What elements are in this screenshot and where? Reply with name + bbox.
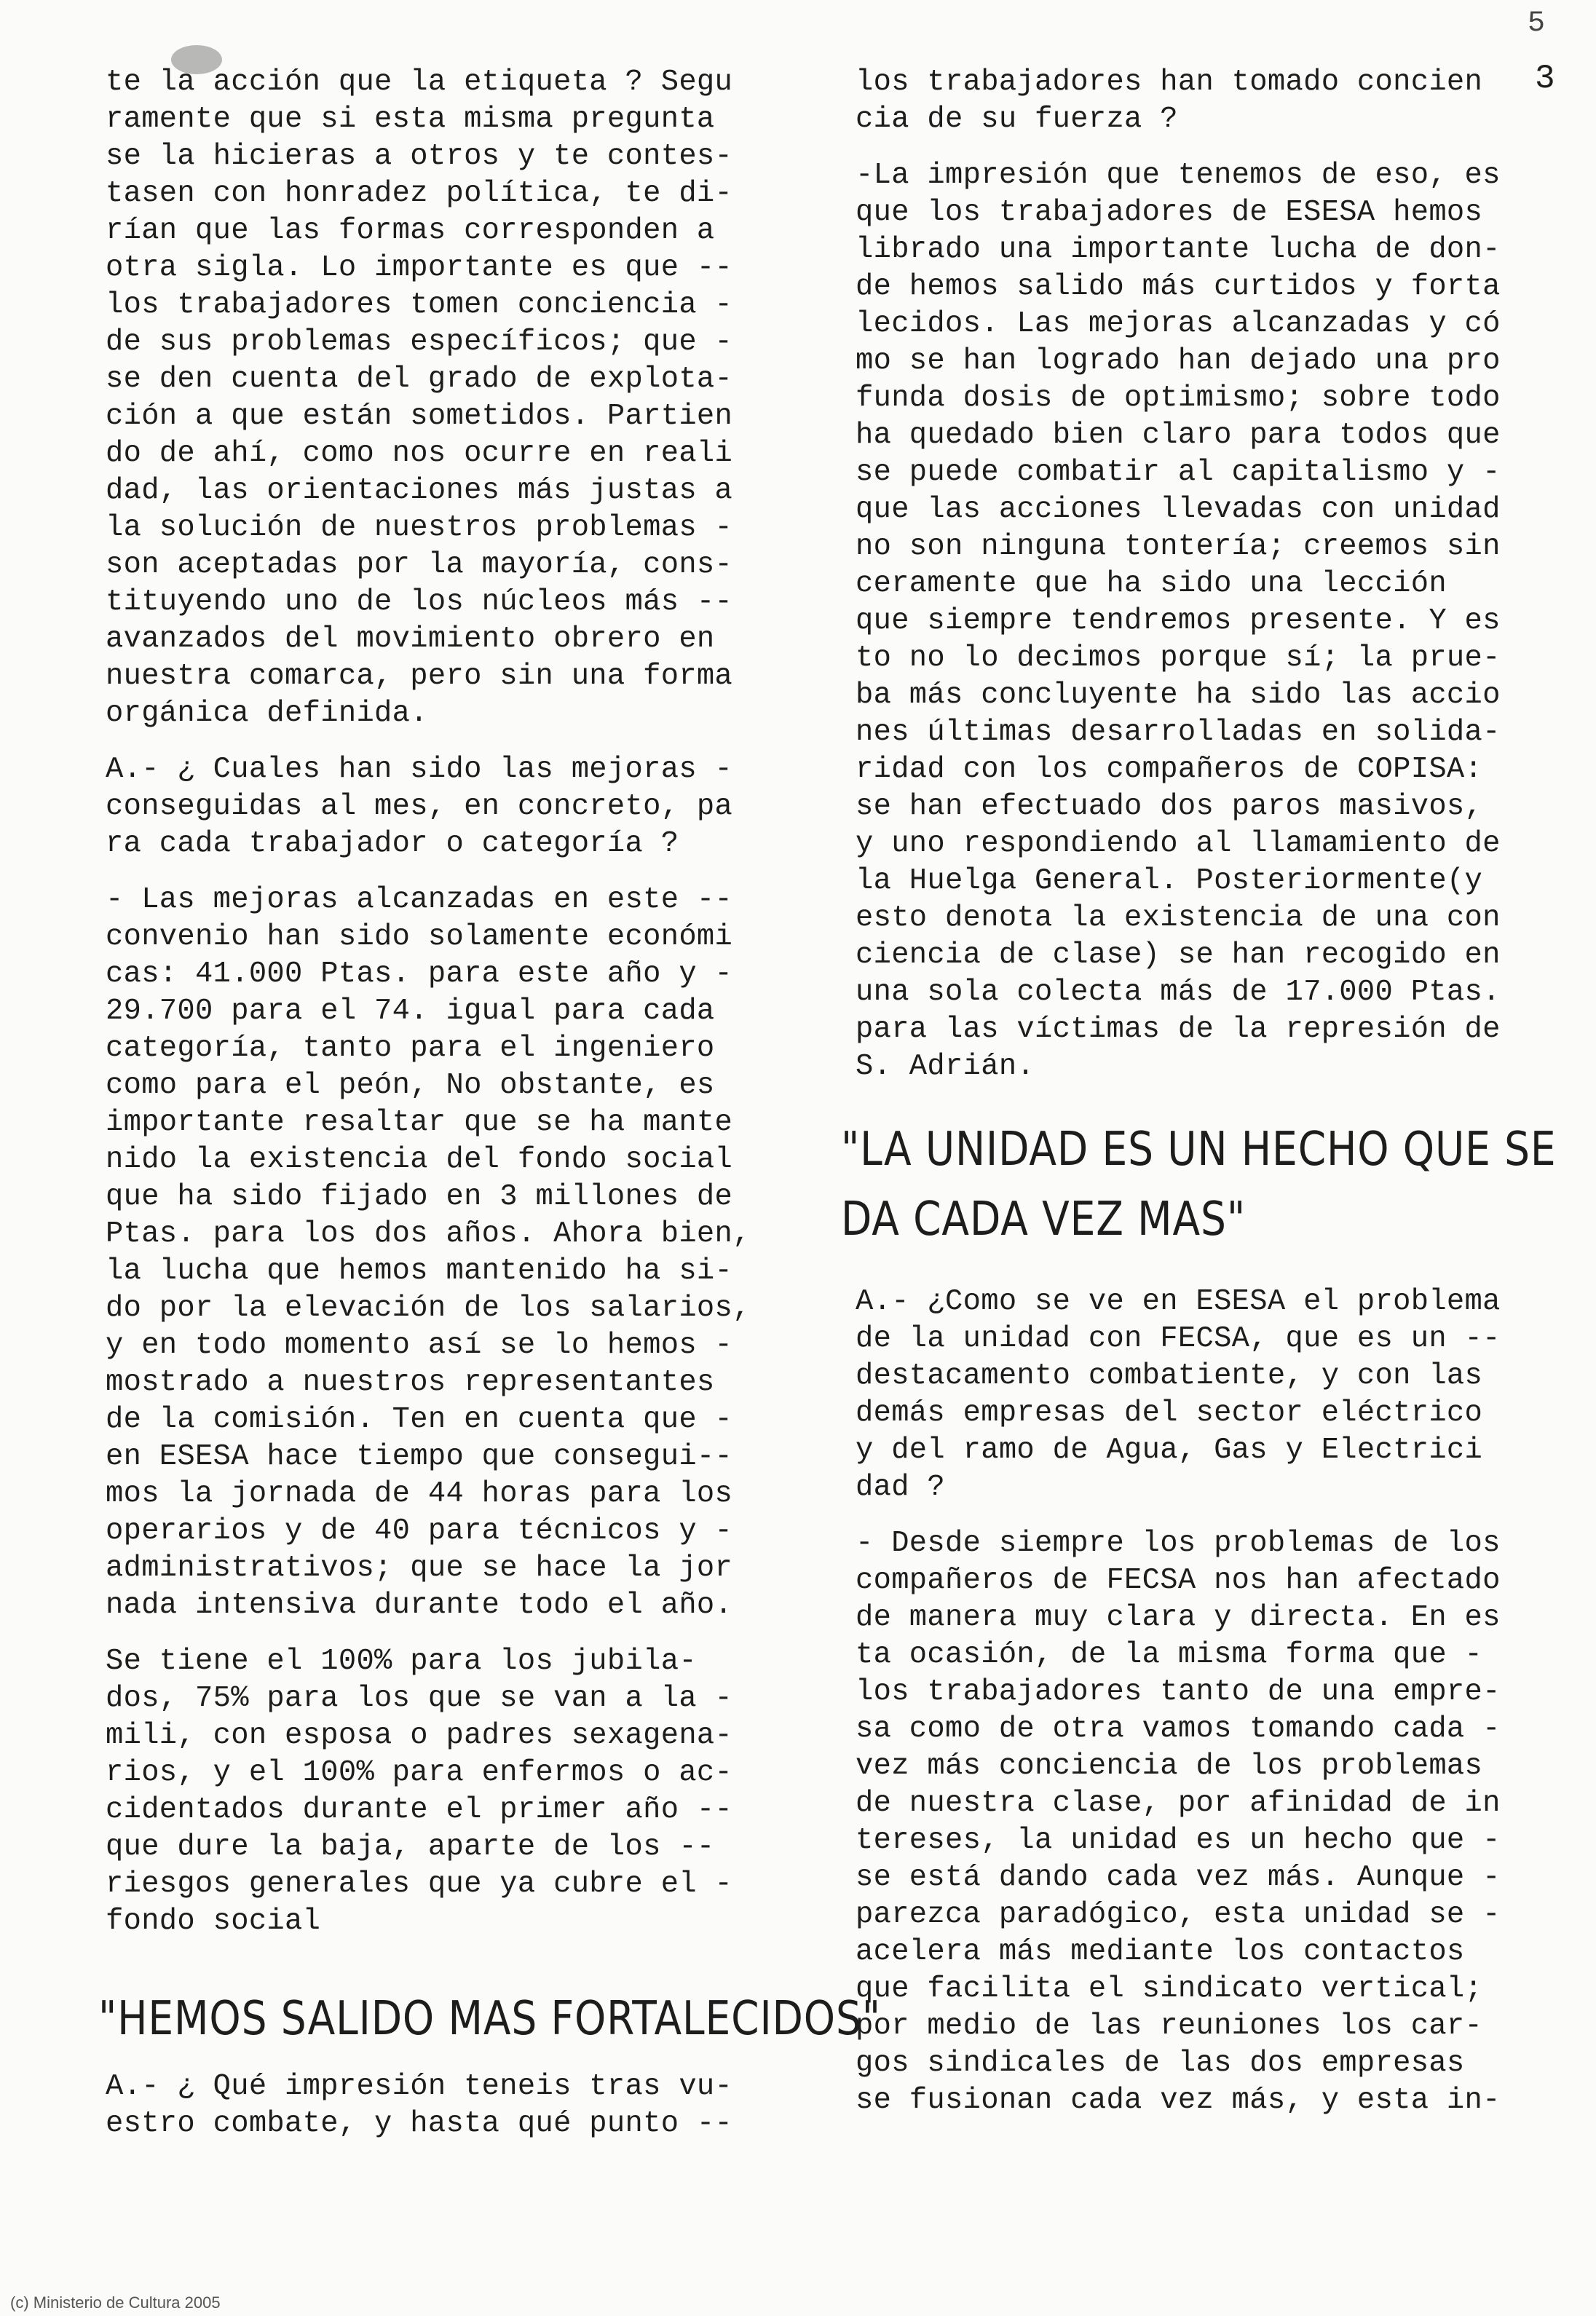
section-heading-unidad-line-2: DA CADA VEZ MAS"	[841, 1193, 1246, 1246]
text-line: se puede combatir al capitalismo y -	[856, 456, 1501, 489]
text-line: y en todo momento así se lo hemos -	[106, 1329, 733, 1362]
text-line: ra cada trabajador o categoría ?	[106, 827, 679, 861]
text-line: de nuestra clase, por afinidad de in	[856, 1787, 1501, 1820]
text-line: avanzados del movimiento obrero en	[106, 623, 715, 656]
text-line: esto denota la existencia de una con	[856, 901, 1501, 935]
text-line: para las víctimas de la represión de	[856, 1013, 1501, 1046]
text-line: que los trabajadores de ESESA hemos	[856, 196, 1483, 229]
text-line: vez más conciencia de los problemas	[856, 1750, 1483, 1783]
text-line: rían que las formas corresponden a	[106, 214, 715, 248]
text-line: gos sindicales de las dos empresas	[856, 2047, 1465, 2080]
text-line: tituyendo uno de los núcleos más --	[106, 585, 733, 619]
text-line: ta ocasión, de la misma forma que -	[856, 1638, 1483, 1672]
text-line: los trabajadores han tomado concien	[856, 66, 1483, 99]
text-line: - Las mejoras alcanzadas en este --	[106, 883, 733, 917]
text-line: de la unidad con FECSA, que es un --	[856, 1322, 1501, 1356]
text-line: do por la elevación de los salarios,	[106, 1292, 751, 1325]
text-line: que las acciones llevadas con unidad	[856, 493, 1501, 526]
text-line: parezca paradógico, esta unidad se -	[856, 1898, 1501, 1932]
text-line: nido la existencia del fondo social	[106, 1143, 733, 1177]
text-line: rios, y el 100% para enfermos o ac-	[106, 1756, 733, 1790]
text-line: importante resaltar que se ha mante	[106, 1106, 733, 1139]
right-answer-2	[856, 1525, 1587, 2119]
text-line: nes últimas desarrolladas en solida-	[856, 716, 1501, 749]
text-line: nada intensiva durante todo el año.	[106, 1589, 733, 1622]
text-line: la Huelga General. Posteriormente(y	[856, 864, 1483, 898]
text-line: son aceptadas por la mayoría, cons-	[106, 548, 733, 582]
text-line: de sus problemas específicos; que -	[106, 325, 733, 359]
text-line: compañeros de FECSA nos han afectado	[856, 1564, 1501, 1597]
text-line: convenio han sido solamente económi	[106, 920, 733, 954]
text-line: mili, con esposa o padres sexagena-	[106, 1719, 733, 1752]
text-line: lecidos. Las mejoras alcanzadas y có	[856, 307, 1501, 341]
text-line: Se tiene el 100% para los jubila-	[106, 1645, 697, 1678]
text-line: que ha sido fijado en 3 millones de	[106, 1180, 733, 1214]
text-line: en ESESA hace tiempo que consegui--	[106, 1440, 733, 1474]
text-line: demás empresas del sector eléctrico	[856, 1396, 1483, 1430]
text-line: se fusionan cada vez más, y esta in-	[856, 2084, 1501, 2117]
text-line: ción a que están sometidos. Partien	[106, 400, 733, 433]
left-answer-1	[106, 882, 823, 1624]
section-heading-fortalecidos: "HEMOS SALIDO MAS FORTALECIDOS"	[98, 1992, 881, 2046]
text-line: dad ?	[856, 1471, 946, 1504]
right-column	[841, 64, 1587, 2119]
text-line: y uno respondiendo al llamamiento de	[856, 827, 1501, 861]
text-line: de manera muy clara y directa. En es	[856, 1601, 1501, 1635]
text-line: no son ninguna tontería; creemos sin	[856, 530, 1501, 564]
text-line: estro combate, y hasta qué punto --	[106, 2107, 733, 2141]
text-line: A.- ¿ Cuales han sido las mejoras -	[106, 753, 733, 786]
text-line: ba más concluyente ha sido las accio	[856, 679, 1501, 712]
text-line: mo se han logrado han dejado una pro	[856, 344, 1501, 378]
text-line: conseguidas al mes, en concreto, pa	[106, 790, 733, 823]
text-line: operarios y de 40 para técnicos y -	[106, 1514, 733, 1548]
text-line: una sola colecta más de 17.000 Ptas.	[856, 976, 1501, 1009]
text-line: que facilita el sindicato vertical;	[856, 1972, 1483, 2006]
text-line: los trabajadores tanto de una empre-	[856, 1675, 1501, 1709]
text-line: S. Adrián.	[856, 1050, 1035, 1083]
text-line: orgánica definida.	[106, 697, 428, 730]
text-line: los trabajadores tomen conciencia -	[106, 288, 733, 322]
text-line: administrativos; que se hace la jor	[106, 1552, 733, 1585]
text-line: cidentados durante el primer año --	[106, 1793, 733, 1827]
text-line: nuestra comarca, pero sin una forma	[106, 660, 733, 693]
text-line: ridad con los compañeros de COPISA:	[856, 753, 1483, 786]
left-question-2	[106, 2068, 823, 2143]
text-line: A.- ¿ Qué impresión teneis tras vu-	[106, 2070, 733, 2103]
text-line: Ptas. para los dos años. Ahora bien,	[106, 1217, 751, 1251]
text-line: se la hicieras a otros y te contes-	[106, 140, 733, 173]
left-answer-2	[106, 1643, 823, 1940]
text-line: ciencia de clase) se han recogido en	[856, 938, 1501, 972]
text-line: acelera más mediante los contactos	[856, 1935, 1465, 1969]
text-line: funda dosis de optimismo; sobre todo	[856, 382, 1501, 415]
text-line: otra sigla. Lo importante es que --	[106, 251, 733, 285]
text-line: tasen con honradez política, te di-	[106, 177, 733, 210]
left-paragraph-1	[106, 64, 823, 732]
text-line: destacamento combatiente, y con las	[856, 1359, 1483, 1393]
text-line: mos la jornada de 44 horas para los	[106, 1477, 733, 1511]
text-line: do de ahí, como nos ocurre en reali	[106, 437, 733, 470]
text-line: por medio de las reuniones los car-	[856, 2009, 1483, 2043]
text-line: tereses, la unidad es un hecho que -	[856, 1824, 1501, 1857]
text-line: se den cuenta del grado de explota-	[106, 363, 733, 396]
text-line: A.- ¿Como se ve en ESESA el problema	[856, 1285, 1501, 1319]
text-line: de la comisión. Ten en cuenta que -	[106, 1403, 733, 1436]
text-line: dos, 75% para los que se van a la -	[106, 1682, 733, 1715]
text-line: ceramente que ha sido una lección	[856, 567, 1447, 601]
text-line: cia de su fuerza ?	[856, 103, 1178, 136]
text-line: y del ramo de Agua, Gas y Electrici	[856, 1434, 1483, 1467]
left-column	[98, 64, 881, 2143]
text-line: la solución de nuestros problemas -	[106, 511, 733, 545]
corner-page-mark: 5	[1528, 7, 1546, 40]
text-line: se han efectuado dos paros masivos,	[856, 790, 1483, 823]
text-line: fondo social	[106, 1905, 321, 1938]
text-line: mostrado a nuestros representantes	[106, 1366, 715, 1399]
text-line: ha quedado bien claro para todos que	[856, 419, 1501, 452]
text-line: que siempre tendremos presente. Y es	[856, 604, 1501, 638]
text-line: la lucha que hemos mantenido ha si-	[106, 1254, 733, 1288]
text-line: to no lo decimos porque sí; la prue-	[856, 641, 1501, 675]
text-line: que dure la baja, aparte de los --	[106, 1830, 715, 1864]
text-line: te la acción que la etiqueta ? Segu	[106, 66, 733, 99]
text-line: sa como de otra vamos tomando cada -	[856, 1712, 1501, 1746]
right-question-1	[856, 1284, 1587, 1506]
page-number: 3	[1535, 60, 1555, 98]
text-line: - Desde siempre los problemas de los	[856, 1527, 1501, 1560]
text-line: cas: 41.000 Ptas. para este año y -	[106, 957, 733, 991]
text-line: como para el peón, No obstante, es	[106, 1069, 715, 1102]
section-heading-unidad-line-1: "LA UNIDAD ES UN HECHO QUE SE	[841, 1123, 1557, 1177]
right-answer-1	[856, 157, 1587, 1086]
right-paragraph-1	[856, 64, 1587, 138]
text-line: dad, las orientaciones más justas a	[106, 474, 733, 507]
text-line: de hemos salido más curtidos y forta	[856, 270, 1501, 304]
text-line: riesgos generales que ya cubre el -	[106, 1868, 733, 1901]
text-line: -La impresión que tenemos de eso, es	[856, 159, 1501, 192]
text-line: categoría, tanto para el ingeniero	[106, 1032, 715, 1065]
text-line: ramente que si esta misma pregunta	[106, 103, 715, 136]
text-line: 29.700 para el 74. igual para cada	[106, 995, 715, 1028]
copyright-footer: (c) Ministerio de Cultura 2005	[10, 2293, 221, 2312]
left-question-1	[106, 751, 823, 863]
text-line: se está dando cada vez más. Aunque -	[856, 1861, 1501, 1894]
text-line: librado una importante lucha de don-	[856, 233, 1501, 266]
